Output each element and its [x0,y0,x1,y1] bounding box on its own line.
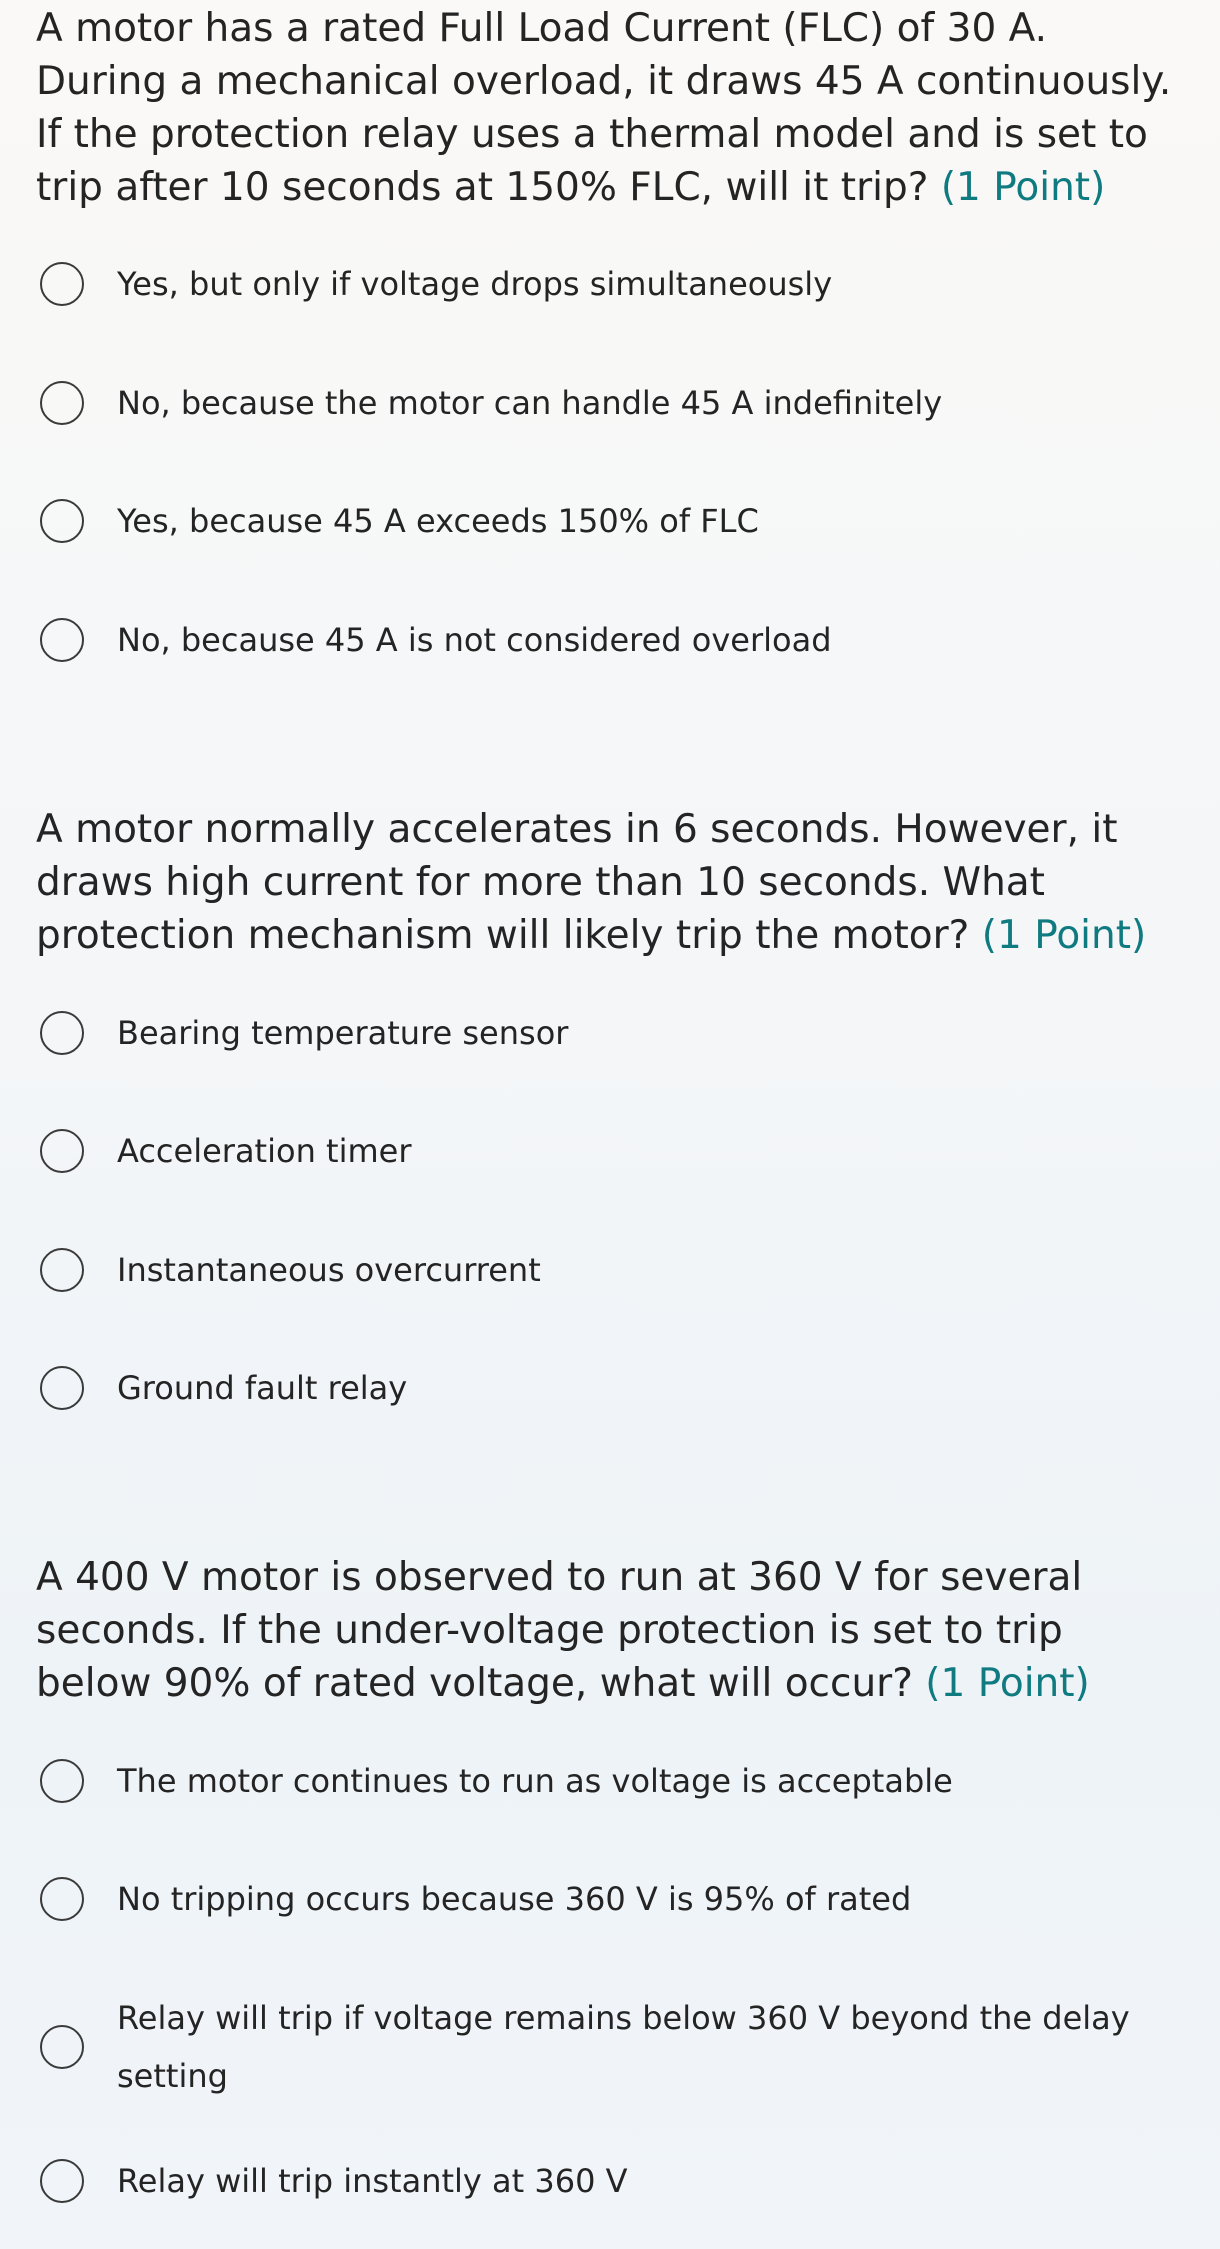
answer-option[interactable] [36,1004,1186,1062]
answer-option[interactable] [36,255,1186,313]
option-label: Acceleration timer [117,1132,412,1170]
radio-button[interactable] [40,1011,84,1055]
radio-button[interactable] [40,2159,84,2203]
answer-option[interactable] [36,1752,1186,1810]
radio-button[interactable] [40,1366,84,1410]
option-label: Bearing temperature sensor [117,1014,569,1052]
question-prompt: A motor normally accelerates in 6 seconds. However, it draws high current for more than 10 seconds. What protection mechanism will likely trip the motor? [36,807,1118,958]
answer-option[interactable] [36,1359,1186,1417]
radio-button[interactable] [40,381,84,425]
option-label: Instantaneous overcurrent [117,1251,541,1289]
option-label: No tripping occurs because 360 V is 95% of rated [117,1880,912,1918]
answer-option[interactable] [36,1870,1186,1928]
option-label: Ground fault relay [117,1369,408,1407]
answer-option[interactable] [36,1989,1186,2105]
answer-option[interactable] [36,492,1186,550]
question-prompt: A motor has a rated Full Load Current (FLC) of 30 A. During a mechanical overload, it draws 45 A continuously. If the protection relay uses a thermal model and is set to trip after 10 seconds at 150% FLC, will it trip? [36,6,1172,210]
radio-button[interactable] [40,2025,84,2069]
radio-button[interactable] [40,262,84,306]
radio-button[interactable] [40,1248,84,1292]
option-label: No, because 45 A is not considered overload [117,621,832,659]
answer-option[interactable] [36,1241,1186,1299]
radio-button[interactable] [40,1877,84,1921]
option-label: Yes, but only if voltage drops simultaneously [117,265,833,303]
question-points: (1 Point) [981,913,1147,958]
option-label: The motor continues to run as voltage is acceptable [117,1762,953,1800]
question-points: (1 Point) [925,1661,1090,1706]
question-text [36,803,1186,962]
radio-button[interactable] [40,1129,84,1173]
answer-option[interactable] [36,611,1186,669]
question-prompt: A 400 V motor is observed to run at 360 V for several seconds. If the under-voltage protection is set to trip below 90% of rated voltage, what will occur? [36,1555,1083,1706]
question-points: (1 Point) [940,165,1106,210]
option-label: Relay will trip instantly at 360 V [117,2162,628,2200]
answer-option[interactable] [36,1122,1186,1180]
question-text [36,2,1186,214]
option-label: Relay will trip if voltage remains below 360 V beyond the delay setting [117,1999,1130,2095]
answer-option[interactable] [36,374,1186,432]
radio-button[interactable] [40,499,84,543]
radio-button[interactable] [40,1759,84,1803]
answer-option[interactable] [36,2152,1186,2210]
question-text [36,1551,1186,1710]
radio-button[interactable] [40,618,84,662]
option-label: Yes, because 45 A exceeds 150% of FLC [117,502,759,540]
option-label: No, because the motor can handle 45 A indefinitely [117,384,943,422]
